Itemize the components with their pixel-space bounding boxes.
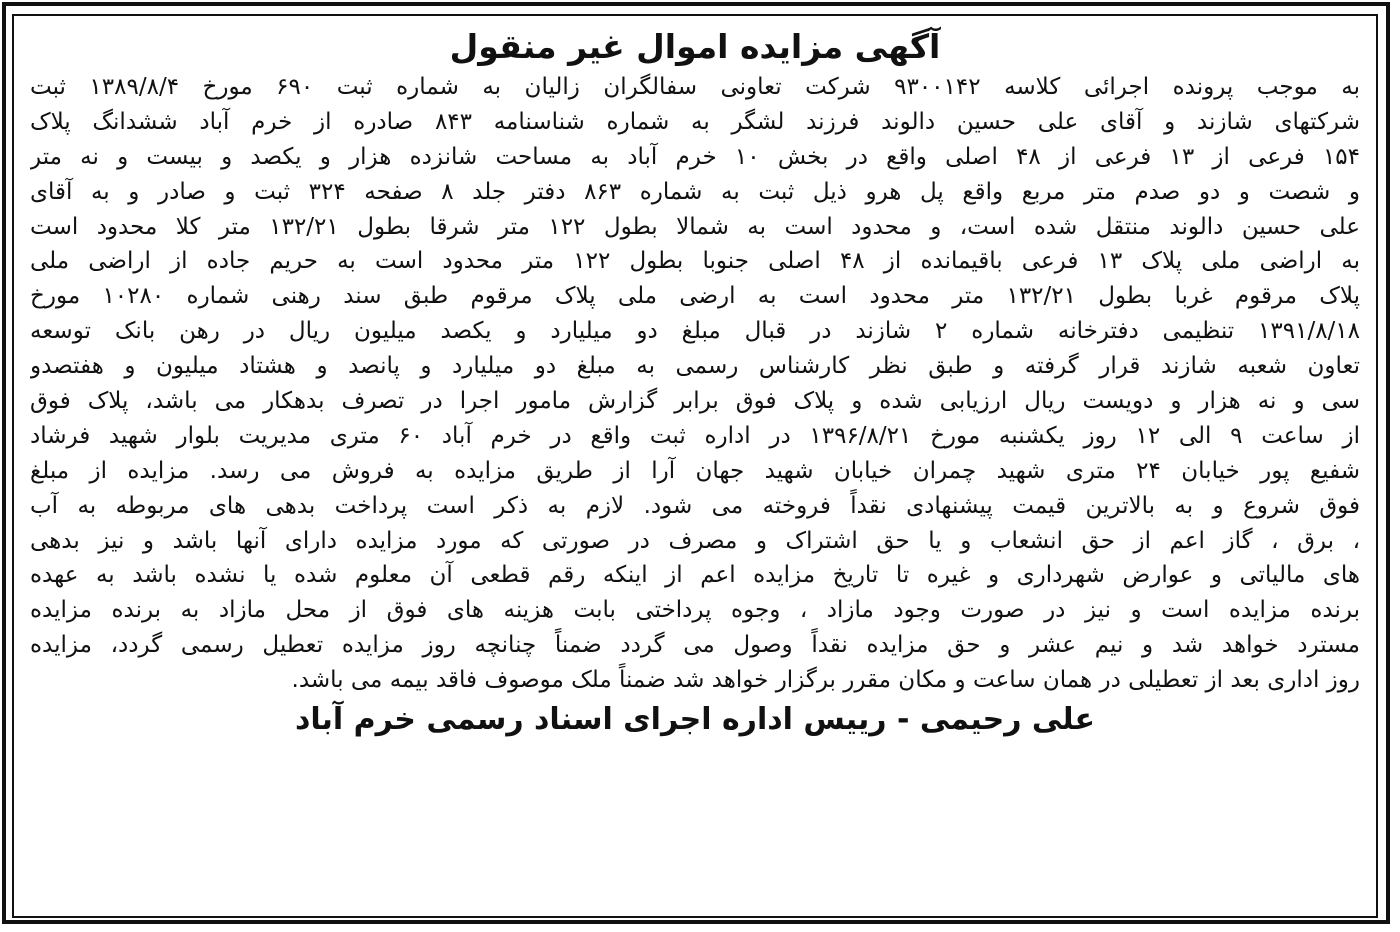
notice-line: پلاک مرقوم غربا بطول ۱۳۲/۲۱ متر محدود است به ارضی ملی پلاک مرقوم طبق سند رهنی شماره ۱۰۲۸۰ مورخ: [30, 283, 1360, 310]
notice-line: و شصت و دو صدم متر مربع واقع پل هرو ذیل ثبت به شماره ۸۶۳ دفتر جلد ۸ صفحه ۳۲۴ ثبت و صادر و به آقای: [30, 178, 1360, 205]
notice-line: های مالیاتی و عوارض شهرداری و غیره تا تاریخ مزایده اعم از اینکه رقم قطعی آن معلوم شده یا نشده باشد به عهده: [30, 562, 1360, 589]
notice-line: علی حسین دالوند منتقل شده است، و محدود است به شمالا بطول ۱۲۲ متر شرقا بطول ۱۳۲/۲۱ متر کلا محدود است: [30, 213, 1360, 240]
notice-line: ۱۵۴ فرعی از ۱۳ فرعی از ۴۸ اصلی واقع در بخش ۱۰ خرم آباد به مساحت شانزده هزار و یکصد و بیست و نه متر: [30, 143, 1360, 170]
notice-signature: علی رحیمی - رییس اداره اجرای اسناد رسمی خرم آباد: [294, 702, 1096, 738]
notice-line: از ساعت ۹ الی ۱۲ روز یکشنبه مورخ ۱۳۹۶/۸/۲۱ در اداره ثبت واقع در خرم آباد ۶۰ متری مدیریت بلوار شهید فرشاد: [30, 422, 1360, 449]
notice-line: سی و نه هزار و دویست ریال ارزیابی شده و پلاک فوق برابر گزارش مامور اجرا در تصرف بدهکار می باشد، پلاک فوق: [30, 388, 1360, 415]
notice-line: ۱۳۹۱/۸/۱۸ تنظیمی دفترخانه شماره ۲ شازند در قبال مبلغ دو میلیارد و یکصد میلیون ریال در رهن بانک توسعه: [30, 318, 1360, 345]
notice-line: ، برق ، گاز اعم از حق انشعاب و یا حق اشتراک و مصرف در صورتی که مورد مزایده دارای آنها باشد و نیز بدهی: [30, 527, 1360, 554]
notice-line: تعاون شعبه شازند قرار گرفته و طبق نظر کارشناس رسمی به مبلغ دو میلیارد و پانصد و هشتاد میلیون و هفتصدو: [30, 353, 1360, 380]
notice-line: به موجب پرونده اجرائی کلاسه ۹۳۰۰۱۴۲ شرکت تعاونی سفالگران زالیان به شماره ثبت ۶۹۰ مورخ ۱۳۸۹/۸/۴ ثبت: [30, 74, 1360, 100]
notice-line: شرکتهای شازند و آقای علی حسین دالوند فرزند لشگر به شماره شناسنامه ۸۴۳ صادره از خرم آباد ششدانگ پلاک: [30, 108, 1360, 135]
notice-line: به اراضی ملی پلاک ۱۳ فرعی باقیمانده از ۴۸ اصلی جنوبا بطول ۱۲۲ متر محدود است به حریم جاده از اراضی ملی: [30, 248, 1360, 275]
notice-title: آگهی مزایده اموال غیر منقول: [449, 27, 941, 66]
notice-line: مسترد خواهد شد و نیم عشر و حق مزایده نقداً وصول می گردد ضمناً چنانچه روز مزایده تعطیل رسمی گردد، مزایده: [30, 632, 1360, 659]
auction-notice: [30, 24, 1360, 920]
notice-line: شفیع پور خیابان ۲۴ متری شهید چمران خیابان شهید جهان آرا از طریق مزایده به فروش می رسد. مزایده از مبلغ: [30, 457, 1360, 484]
notice-line: برنده مزایده است و نیز در صورت وجود مازاد ، وجوه پرداختی بابت هزینه های فوق از محل مازاد به برنده مزایده: [30, 597, 1360, 624]
notice-line: روز اداری بعد از تعطیلی در همان ساعت و مکان مقرر برگزار خواهد شد ضمناً ملک موصوف فاقد بیمه می باشد.: [291, 667, 1360, 694]
notice-body: [30, 70, 1360, 698]
notice-line: فوق شروع و به بالاترین قیمت پیشنهادی نقداً فروخته می شود. لازم به ذکر است پرداخت بدهی های مربوطه به آب: [30, 492, 1360, 519]
